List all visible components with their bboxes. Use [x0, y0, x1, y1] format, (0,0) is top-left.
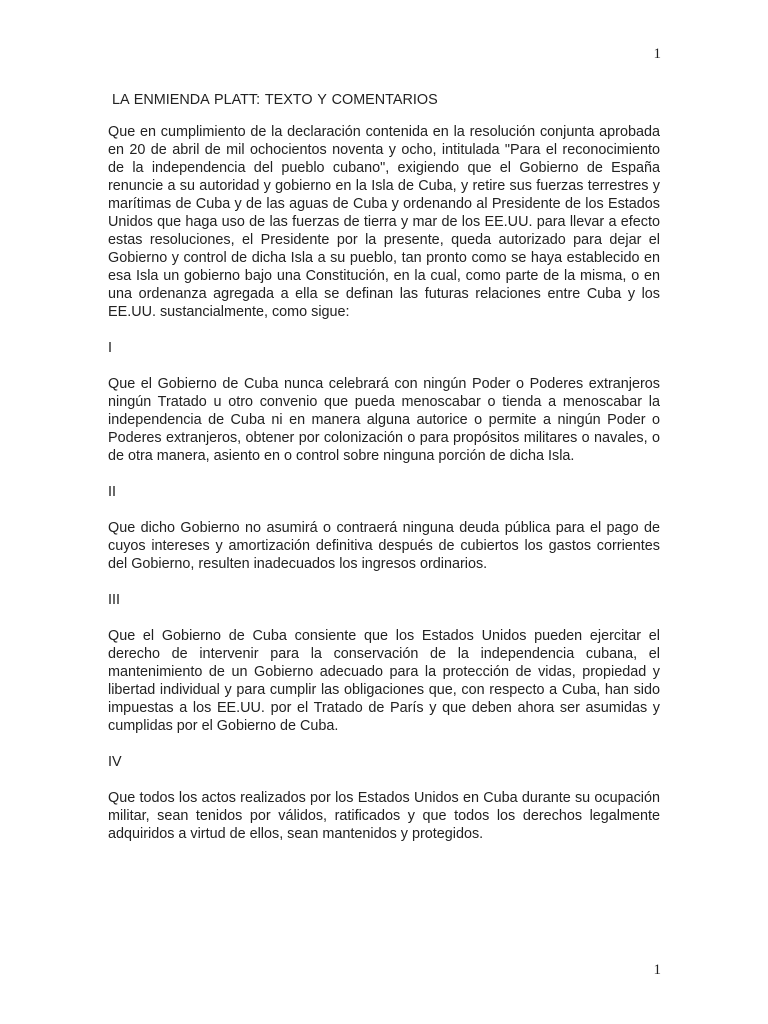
clause-text-i: Que el Gobierno de Cuba nunca celebrará con ningún Poder o Poderes extranjeros ningún Tratado u otro convenio que pueda menoscabar o tienda a menoscabar la independencia de Cuba ni en manera alguna autorice o permite a ningún Poder o Poderes extranjeros, obtener por colonización o para propósitos militares o navales, o de otra manera, asiento en o control sobre ninguna porción de dicha Isla.	[108, 376, 660, 464]
clause-numeral-iv: IV	[108, 754, 122, 770]
page-number-bottom: 1	[653, 962, 661, 978]
clause-numeral-ii: II	[108, 484, 116, 500]
page-number-top: 1	[653, 46, 661, 62]
clause-numeral-iii: III	[108, 592, 120, 608]
document-title: LA ENMIENDA PLATT: TEXTO Y COMENTARIOS	[112, 92, 438, 108]
document-body	[108, 91, 660, 861]
clause-text-ii: Que dicho Gobierno no asumirá o contraerá ninguna deuda pública para el pago de cuyos intereses y amortización definitiva después de cubiertos los gastos corrientes del Gobierno, resulten inadecuados los ingresos ordinarios.	[108, 520, 660, 572]
clause-numeral-i: I	[108, 340, 112, 356]
clause-text-iii: Que el Gobierno de Cuba consiente que los Estados Unidos pueden ejercitar el derecho de intervenir para la conservación de la independencia cubana, el mantenimiento de un Gobierno adecuado para la protección de vidas, propiedad y libertad individual y para cumplir las obligaciones que, con respecto a Cuba, han sido impuestas a los EE.UU. por el Tratado de París y que deben ahora ser asumidas y cumplidas por el Gobierno de Cuba.	[108, 628, 660, 734]
intro-paragraph: Que en cumplimiento de la declaración contenida en la resolución conjunta aprobada en 20 de abril de mil ochocientos noventa y ocho, intitulada "Para el reconocimiento de la independencia del pueblo cubano", exigiendo que el Gobierno de España renuncie a su autoridad y gobierno en la Isla de Cuba, y retire sus fuerzas terrestres y marítimas de Cuba y de las aguas de Cuba y ordenando al Presidente de los Estados Unidos que haga uso de las fuerzas de tierra y mar de los EE.UU. para llevar a efecto estas resoluciones, el Presidente por la presente, queda autorizado para dejar el Gobierno y control de dicha Isla a su pueblo, tan pronto como se haya establecido en esa Isla un gobierno bajo una Constitución, en la cual, como parte de la misma, o en una ordenanza agregada a ella se definan las futuras relaciones entre Cuba y los EE.UU. sustancialmente, como sigue:	[108, 124, 660, 320]
clause-text-iv: Que todos los actos realizados por los Estados Unidos en Cuba durante su ocupación militar, sean tenidos por válidos, ratificados y que todos los derechos legalmente adquiridos a virtud de ellos, sean mantenidos y protegidos.	[108, 790, 660, 842]
